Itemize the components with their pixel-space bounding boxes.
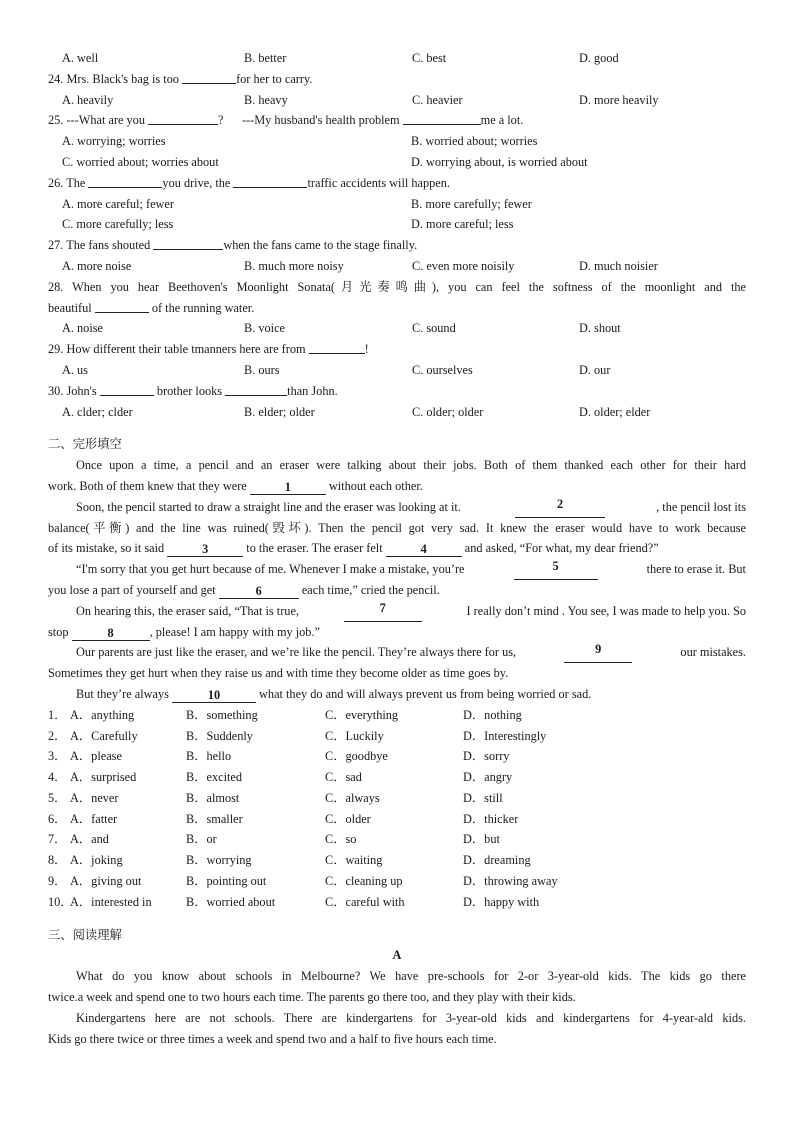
choice-text: A．giving out: [70, 874, 142, 889]
cloze-choice-row: [48, 746, 746, 767]
q30-option-b: B. elder; older: [244, 404, 315, 419]
q25-stem: [48, 110, 746, 131]
choice-2-c: C．Luckily: [325, 728, 384, 743]
q28-option-b: B. voice: [244, 321, 285, 336]
choice-6-c: C．older: [325, 811, 371, 826]
cloze-choice-row: [48, 892, 746, 913]
q25-option-c: C. worried about; worries about: [62, 154, 219, 169]
cloze-text: each time,” cried the pencil.: [298, 582, 440, 597]
choice-3-a: [48, 746, 122, 767]
choice-1-c: C．everything: [325, 707, 399, 722]
cloze-blank-1[interactable]: 1: [250, 480, 326, 495]
cloze-text: our mistakes.: [677, 645, 746, 660]
cloze-text: to the eraser. The eraser felt: [243, 541, 386, 556]
choice-number: 6．: [48, 811, 67, 826]
choice-1-d: D．nothing: [463, 707, 522, 722]
q29-blank: [309, 339, 365, 354]
passage-label: A: [392, 948, 402, 963]
choice-text: A．fatter: [70, 811, 118, 826]
choice-1-a: [48, 705, 134, 726]
choice-4-c: C．sad: [325, 770, 362, 785]
q25-text-post: me a lot.: [480, 113, 524, 128]
choice-9-b: B．pointing out: [186, 874, 267, 889]
q27-text-post: when the fans came to the stage finally.: [223, 238, 418, 253]
cloze-text: Our parents are just like the eraser, and we’re like the pencil. They’re always there for us,: [76, 645, 520, 660]
choice-3-d: D．sorry: [463, 749, 510, 764]
choice-number: 5．: [48, 790, 67, 805]
choice-number: 9．: [48, 874, 67, 889]
q23-option-a: A. well: [62, 51, 99, 65]
choice-text: A．and: [70, 832, 109, 847]
choice-4-a: [48, 767, 136, 788]
q25-option-d: D. worrying about, is worried about: [411, 154, 588, 169]
cloze-choice-row: [48, 829, 746, 850]
q30-text-post: than John.: [287, 383, 338, 398]
section2-title: 二、完形填空: [48, 437, 122, 452]
q30-blank-1: [100, 381, 154, 396]
cloze-p6-line1: [48, 684, 746, 705]
choice-7-a: [48, 829, 109, 850]
cloze-p1-line2: [48, 476, 746, 497]
cloze-blank-10[interactable]: 10: [172, 688, 256, 703]
q30-option-c: C. older; older: [412, 404, 484, 419]
choice-9-a: [48, 871, 141, 892]
exam-page: [48, 48, 746, 1049]
choice-5-c: C．always: [325, 790, 380, 805]
q29-option-b: B. ours: [244, 362, 280, 377]
choice-7-b: B．or: [186, 832, 217, 847]
q30-stem: [48, 381, 746, 402]
q26-blank-1: [88, 173, 162, 188]
choice-4-b: B．excited: [186, 770, 243, 785]
q27-option-d: D. much noisier: [579, 258, 658, 273]
cloze-text: , the pencil lost its: [656, 499, 746, 514]
q27-stem: [48, 235, 746, 256]
q25-option-a: A. worrying; worries: [62, 134, 166, 149]
q24-option-a: A. heavily: [62, 92, 114, 107]
choice-2-a: [48, 726, 138, 747]
q28-text-post: of the running water.: [148, 300, 255, 315]
choice-5-a: [48, 788, 119, 809]
q27-blank: [153, 235, 223, 250]
q29-stem: [48, 339, 746, 360]
q24-stem: [48, 69, 746, 90]
cloze-text: , please! I am happy with my job.”: [149, 624, 320, 639]
q29-option-d: D. our: [579, 362, 611, 377]
q23-option-d: D. good: [579, 51, 619, 65]
q26-options-row1: [48, 194, 746, 215]
cloze-blank-8[interactable]: 8: [72, 626, 150, 641]
q26-text-pre: 26. The: [48, 175, 89, 190]
choice-10-d: D．happy with: [463, 894, 540, 909]
cloze-blank-6[interactable]: 6: [219, 584, 299, 599]
choice-5-d: D．still: [463, 790, 503, 805]
cloze-text: what they do and will always prevent us from being worried or sad.: [255, 686, 592, 701]
cloze-choice-row: [48, 726, 746, 747]
q30-options: [48, 402, 746, 423]
cloze-text: work. Both of them knew that they were: [48, 478, 250, 493]
q26-blank-2: [233, 173, 307, 188]
q25-options-row2: [48, 152, 746, 173]
choice-3-b: B．hello: [186, 749, 232, 764]
q29-text-post: !: [364, 342, 369, 357]
q28-blank: [95, 298, 149, 313]
q28-option-d: D. shout: [579, 321, 621, 336]
choice-9-c: C．cleaning up: [325, 874, 403, 889]
choice-6-b: B．smaller: [186, 811, 243, 826]
cloze-p5-line1: [48, 642, 746, 663]
q29-option-c: C. ourselves: [412, 362, 473, 377]
choice-6-a: [48, 809, 117, 830]
cloze-text: But they’re always: [76, 686, 172, 701]
choice-7-c: C．so: [325, 832, 357, 847]
cloze-blank-2[interactable]: 2: [515, 497, 605, 518]
choice-10-b: B．worried about: [186, 894, 276, 909]
q24-text-pre: 24. Mrs. Black's bag is too: [48, 71, 183, 86]
choice-8-a: [48, 850, 123, 871]
cloze-text: and asked, “For what, my dear friend?”: [461, 541, 659, 556]
q26-option-b: B. more carefully; fewer: [411, 196, 532, 211]
q26-stem: [48, 173, 746, 194]
section3-title: 三、阅读理解: [48, 927, 122, 942]
q30-blank-2: [225, 381, 287, 396]
choice-text: A．surprised: [70, 770, 137, 785]
reading-p1-line2: twice.a week and spend one to two hours each time. The parents go there too, and they play with their kids.: [48, 990, 576, 1005]
q29-options: [48, 360, 746, 381]
q25-blank-1: [148, 110, 218, 125]
q27-option-c: C. even more noisily: [412, 258, 515, 273]
q25-blank-2: [403, 110, 481, 125]
cloze-text: of its mistake, so it said: [48, 541, 168, 556]
choice-number: 3．: [48, 749, 67, 764]
q24-text-post: for her to carry.: [236, 71, 313, 86]
q24-option-d: D. more heavily: [579, 92, 659, 107]
choice-2-b: B．Suddenly: [186, 728, 253, 743]
q26-text-post: traffic accidents will happen.: [307, 175, 450, 190]
q26-option-c: C. more carefully; less: [62, 217, 174, 232]
q26-options-row2: [48, 214, 746, 235]
cloze-p5-line2: Sometimes they get hurt when they raise us and with time they become older as time goes by.: [48, 666, 509, 681]
choice-8-b: B．worrying: [186, 853, 252, 868]
cloze-p2-line1: [48, 497, 746, 518]
q24-blank: [182, 69, 236, 84]
q25-options-row1: [48, 131, 746, 152]
cloze-p2-line2: balance(平衡) and the line was ruined(毁坏). Then the pencil got very sad. It knew the eraser would have to work because: [48, 520, 746, 535]
choice-8-c: C．waiting: [325, 853, 383, 868]
q29-option-a: A. us: [62, 362, 88, 377]
cloze-p4-line1: [48, 601, 746, 622]
q30-text-mid: brother looks: [153, 383, 226, 398]
cloze-p3-line1: [48, 559, 746, 580]
q27-option-a: A. more noise: [62, 258, 132, 273]
cloze-text: you lose a part of yourself and get: [48, 582, 219, 597]
q27-option-b: B. much more noisy: [244, 258, 344, 273]
reading-p2-line1: Kindergartens here are not schools. There are kindergartens for 3-year-old kids and kindergartens for 4-year-ald kids.: [76, 1010, 746, 1025]
choice-text: A．interested in: [70, 894, 152, 909]
choice-number: 10．: [48, 894, 73, 909]
cloze-text: I really don’t mind . You see, I was made to help you. So: [463, 603, 746, 618]
q23-option-c: C. best: [412, 51, 447, 65]
cloze-text: Soon, the pencil started to draw a straight line and the eraser was looking at it.: [76, 499, 464, 514]
reading-p2-line2: Kids go there twice or three times a week and spend two and a half to five hours each time.: [48, 1031, 497, 1046]
q26-option-a: A. more careful; fewer: [62, 196, 174, 211]
q25-text-pre: 25. ---What are you: [48, 113, 149, 128]
cloze-text: without each other.: [325, 478, 423, 493]
cloze-choice-row: [48, 788, 746, 809]
cloze-choice-row: [48, 705, 746, 726]
q24-options: [48, 90, 746, 111]
choice-number: 4．: [48, 770, 67, 785]
choice-text: A．please: [70, 749, 122, 764]
choice-10-c: C．careful with: [325, 894, 405, 909]
q23-option-b: B. better: [244, 51, 287, 65]
choice-5-b: B．almost: [186, 790, 240, 805]
q23-options: [48, 48, 746, 69]
choice-8-d: D．dreaming: [463, 853, 531, 868]
q28-option-a: A. noise: [62, 321, 103, 336]
cloze-blank-7[interactable]: 7: [344, 601, 422, 622]
q24-option-c: C. heavier: [412, 92, 463, 107]
cloze-choice-row: [48, 767, 746, 788]
q29-text-pre: 29. How different their table tmanners here are from: [48, 342, 309, 357]
choice-text: A．Carefully: [70, 728, 138, 743]
choice-number: 7．: [48, 832, 67, 847]
cloze-blank-3[interactable]: 3: [167, 542, 243, 557]
q25-option-b: B. worried about; worries: [411, 134, 538, 149]
q26-text-mid: you drive, the: [162, 175, 234, 190]
cloze-p3-line2: [48, 580, 746, 601]
cloze-choice-row: [48, 809, 746, 830]
cloze-text: stop: [48, 624, 72, 639]
q28-stem-line1: 28. When you hear Beethoven's Moonlight Sonata(月光奏鸣曲), you can feel the softness of the moonlight and the: [48, 279, 746, 294]
cloze-choice-row: [48, 871, 746, 892]
q28-stem-line2: [48, 298, 746, 319]
q28-text-pre: beautiful: [48, 300, 95, 315]
choice-2-d: D．Interestingly: [463, 728, 547, 743]
cloze-p2-line3: [48, 538, 746, 559]
cloze-blank-9[interactable]: 9: [564, 642, 632, 663]
q26-option-d: D. more careful; less: [411, 217, 514, 232]
choice-text: A．anything: [70, 707, 135, 722]
q24-option-b: B. heavy: [244, 92, 288, 107]
choice-6-d: D．thicker: [463, 811, 519, 826]
cloze-p4-line2: [48, 622, 746, 643]
q30-option-a: A. clder; clder: [62, 404, 133, 419]
choice-7-d: D．but: [463, 832, 500, 847]
cloze-text: “I'm sorry that you get hurt because of me. Whenever I make a mistake, you’re: [76, 562, 468, 577]
choice-number: 8．: [48, 853, 67, 868]
choice-number: 1．: [48, 707, 67, 722]
choice-number: 2．: [48, 728, 67, 743]
choice-10-a: [48, 892, 152, 913]
q28-options: [48, 318, 746, 339]
cloze-blank-5[interactable]: 5: [514, 559, 598, 580]
q30-text-pre: 30. John's: [48, 383, 100, 398]
cloze-text: there to erase it. But: [643, 562, 746, 577]
cloze-text: On hearing this, the eraser said, “That is true,: [76, 603, 303, 618]
cloze-blank-4[interactable]: 4: [386, 542, 462, 557]
cloze-p1-line1: Once upon a time, a pencil and an eraser were talking about their jobs. Both of them thanked each other for their hard: [76, 458, 746, 473]
q25-text-mid: ? ---My husband's health problem: [218, 113, 403, 128]
choice-1-b: B．something: [186, 707, 258, 722]
q28-option-c: C. sound: [412, 321, 456, 336]
q27-options: [48, 256, 746, 277]
choice-3-c: C．goodbye: [325, 749, 388, 764]
cloze-choice-row: [48, 850, 746, 871]
choice-text: A．joking: [70, 853, 123, 868]
q27-text-pre: 27. The fans shouted: [48, 238, 154, 253]
choice-text: A．never: [70, 790, 119, 805]
reading-p1-line1: What do you know about schools in Melbourne? We have pre-schools for 2-or 3-year-old kids. The kids go there: [76, 969, 746, 984]
q30-option-d: D. older; elder: [579, 404, 651, 419]
choice-4-d: D．angry: [463, 770, 513, 785]
choice-9-d: D．throwing away: [463, 874, 558, 889]
